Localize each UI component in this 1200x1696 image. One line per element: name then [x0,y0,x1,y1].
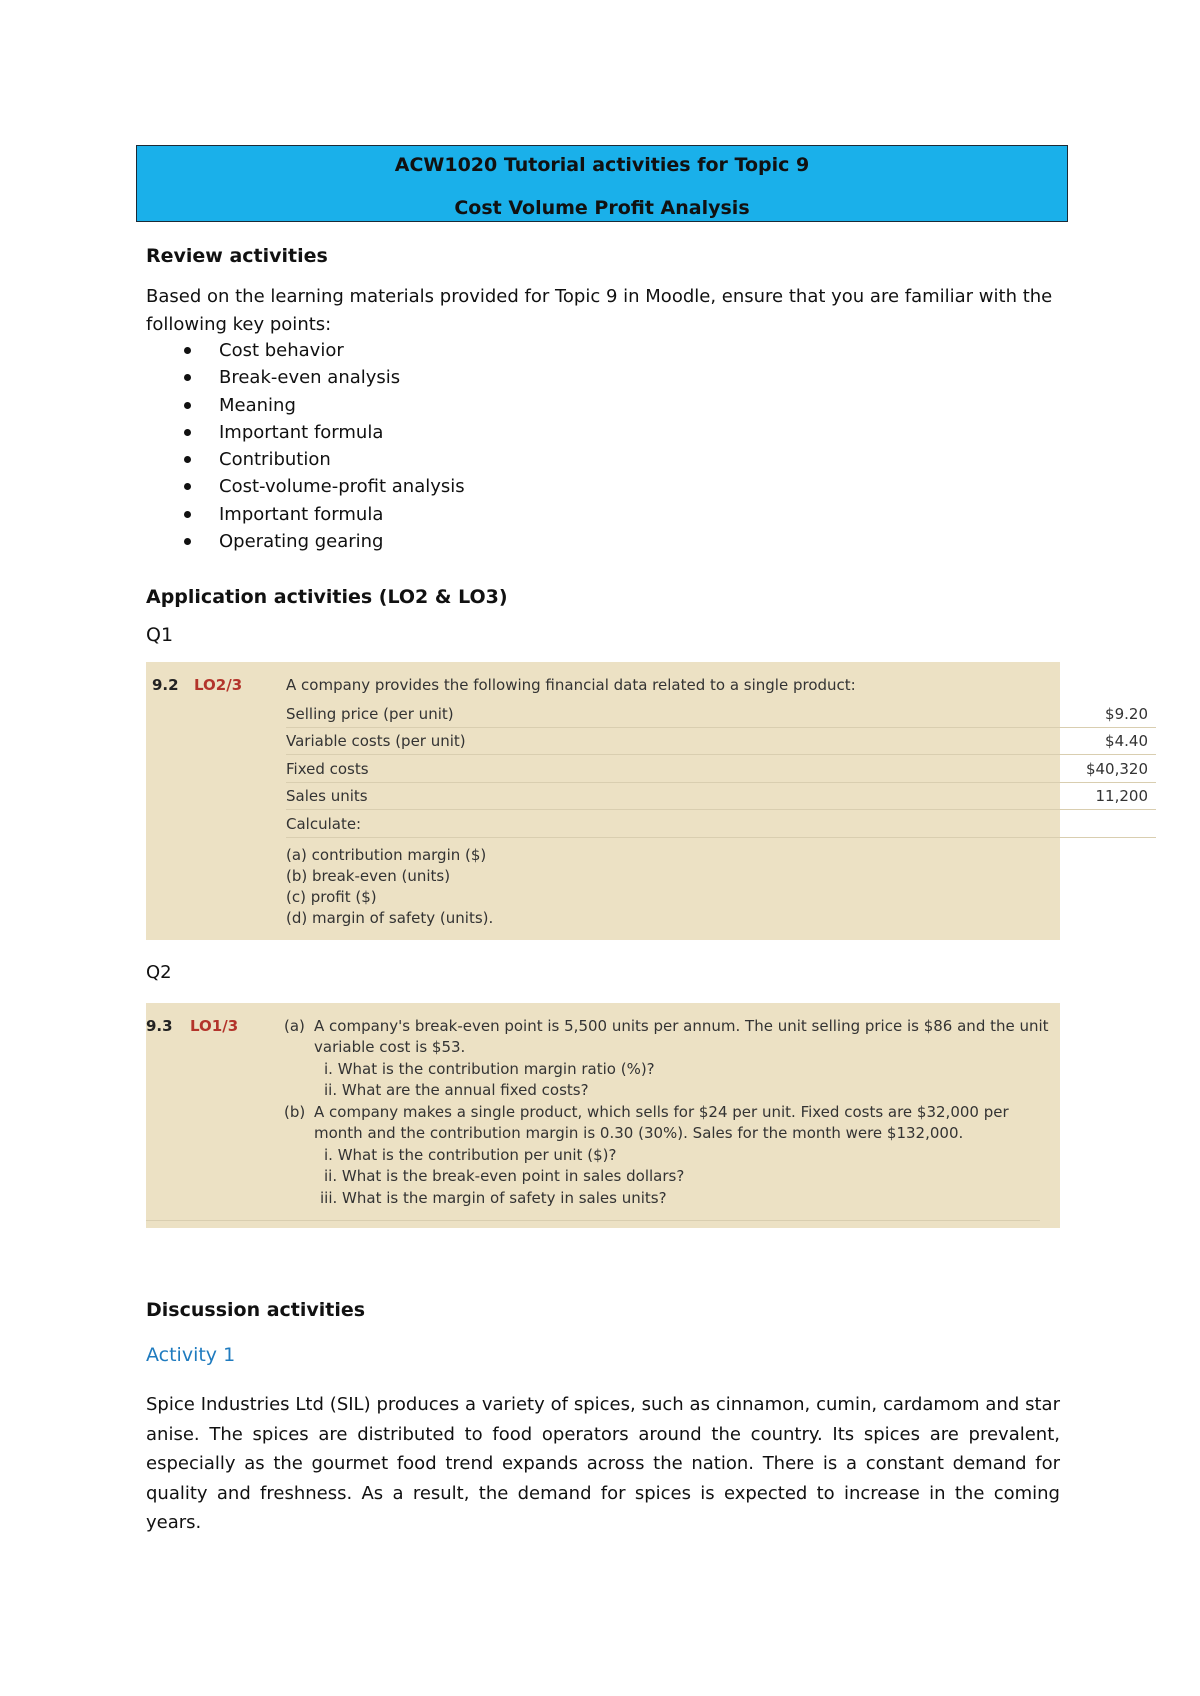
question-part: (a) contribution margin ($) [286,846,487,864]
document-title: ACW1020 Tutorial activities for Topic 9 [394,154,810,176]
review-intro: Based on the learning materials provided for Topic 9 in Moodle, ensure that you are familiar with the following key points: [146,286,1053,335]
question-part: (d) margin of safety (units). [286,909,494,927]
bullet-icon [184,347,191,354]
review-heading: Review activities [146,245,328,267]
table-row: Selling price (per unit) $9.20 [286,702,1156,728]
list-item: Operating gearing [146,528,465,555]
part-b-text: month and the contribution margin is 0.30 (30%). Sales for the month were $132,000. [314,1124,964,1142]
title-banner [136,145,1068,222]
question-part: (c) profit ($) [286,888,377,906]
application-heading: Application activities (LO2 & LO3) [146,586,508,608]
learning-outcome-tag: LO1/3 [190,1017,239,1035]
part-a-text: variable cost is $53. [314,1038,466,1056]
bullet-icon [184,538,191,545]
question-intro: A company provides the following financial data related to a single product: [286,676,856,694]
bullet-icon [184,511,191,518]
table-row: Variable costs (per unit) $4.40 [286,729,1156,755]
table-row: Fixed costs $40,320 [286,757,1156,783]
table-row: Calculate: [286,812,1156,838]
table-row: Sales units 11,200 [286,784,1156,810]
box-divider [146,1220,1040,1221]
list-item: Cost-volume-profit analysis [146,473,465,500]
part-a-text: A company's break-even point is 5,500 units per annum. The unit selling price is $86 and the unit [314,1017,1049,1035]
list-item: Important formula [146,501,465,528]
question-part: (b) break-even (units) [286,867,451,885]
question-box-q1 [146,662,1148,940]
activity-title: Activity 1 [146,1344,236,1366]
list-item: Contribution [146,446,465,473]
list-item: Meaning [146,392,465,419]
sub-question: ii. What is the break-even point in sales dollars? [324,1167,685,1185]
sub-question: iii. What is the margin of safety in sales units? [320,1189,667,1207]
question-label-q1: Q1 [146,624,174,646]
part-b-text: A company makes a single product, which sells for $24 per unit. Fixed costs are $32,000 per [314,1103,1009,1121]
part-marker-b: (b) [284,1103,306,1121]
document-subtitle: Cost Volume Profit Analysis [454,197,750,219]
discussion-heading: Discussion activities [146,1299,366,1321]
part-marker-a: (a) [284,1017,305,1035]
bullet-icon [184,456,191,463]
bullet-icon [184,374,191,381]
question-number: 9.2 [152,676,179,694]
bullet-icon [184,483,191,490]
question-label-q2: Q2 [146,962,172,983]
sub-question: ii. What are the annual fixed costs? [324,1081,589,1099]
list-item: Break-even analysis [146,364,465,391]
sub-question: i. What is the contribution margin ratio (%)? [324,1060,655,1078]
sub-question: i. What is the contribution per unit ($)? [324,1146,617,1164]
learning-outcome-tag: LO2/3 [194,676,243,694]
question-number: 9.3 [146,1017,173,1035]
key-points-list [146,337,465,555]
list-item: Cost behavior [146,337,465,364]
bullet-icon [184,402,191,409]
list-item: Important formula [146,419,465,446]
question-box-q2 [146,1003,1060,1228]
activity-paragraph: Spice Industries Ltd (SIL) produces a variety of spices, such as cinnamon, cumin, cardamom and star anise. The spices are distributed to food operators around the country. Its spices are prevalent, especially as the gourmet food trend expands across the nation. There is a constant demand for quality and freshness. As a result, the demand for spices is expected to increase in the coming years. [146,1394,1060,1533]
bullet-icon [184,429,191,436]
